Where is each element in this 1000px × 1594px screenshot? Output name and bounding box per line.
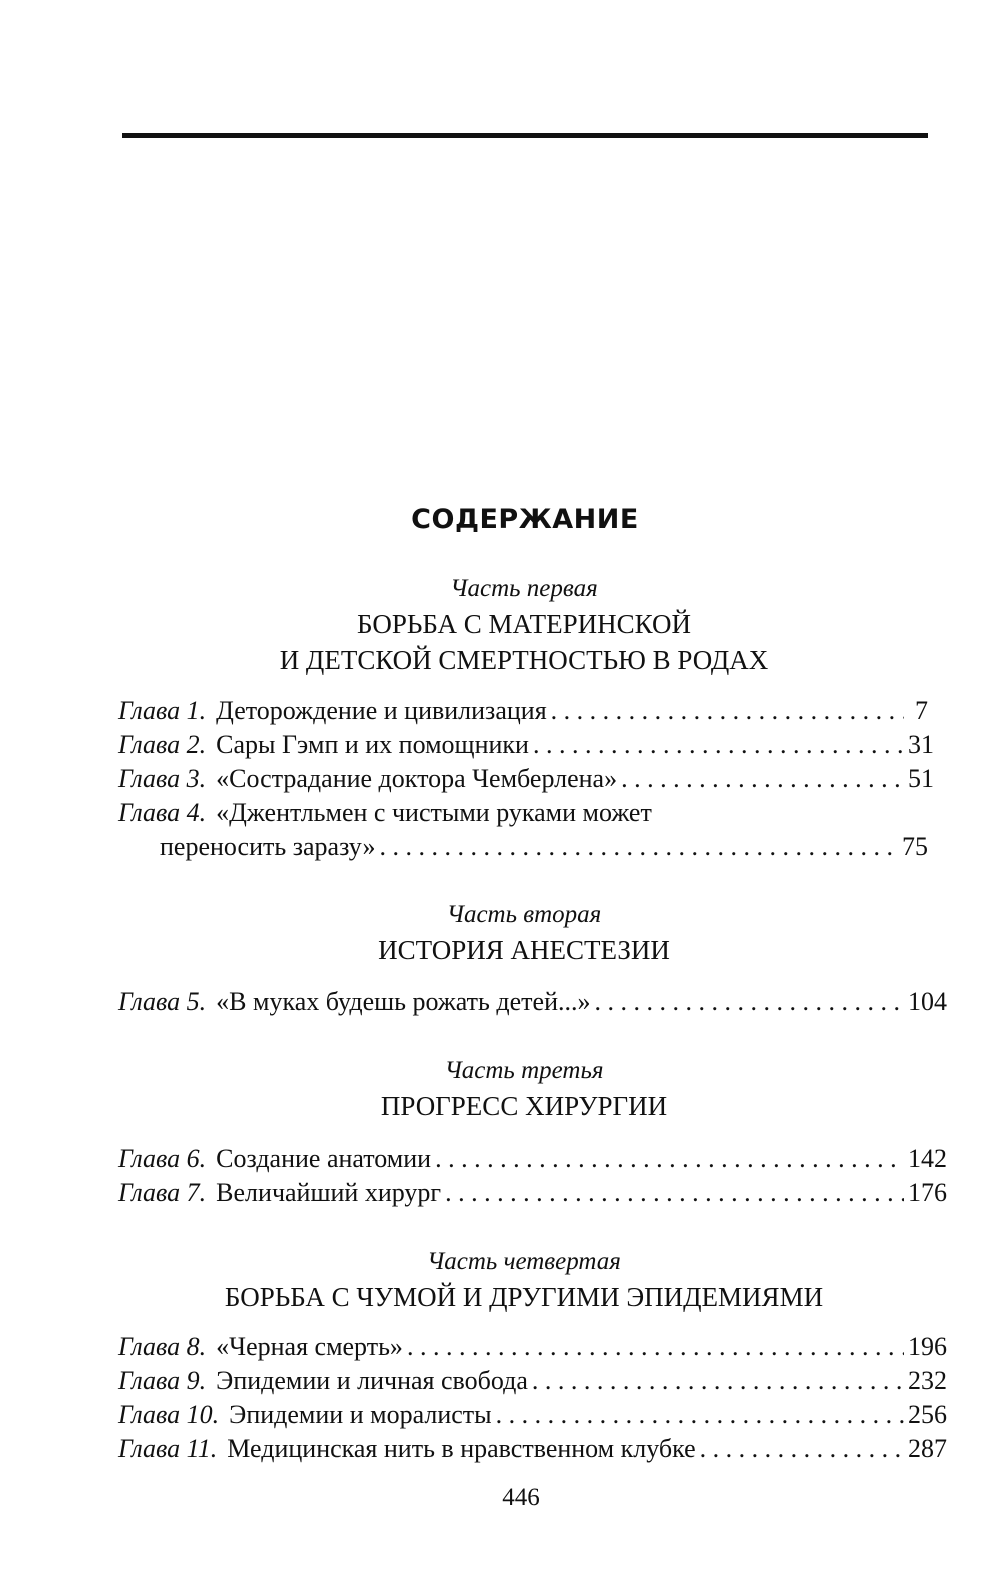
chapter-title: «Сострадание доктора Чемберлена»: [216, 764, 618, 793]
toc-entry[interactable]: [118, 762, 934, 796]
chapter-title: Сары Гэмп и их помощники: [216, 730, 529, 759]
chapter-number: Глава 1.: [118, 696, 207, 725]
chapter-number: Глава 3.: [118, 764, 207, 793]
chapter-title: Деторождение и цивилизация: [216, 696, 547, 725]
chapter-list-part-4: [118, 1330, 947, 1466]
dot-leader: [435, 1142, 904, 1176]
part-label: Часть четвертая: [427, 1248, 621, 1275]
chapter-title: Эпидемии и личная свобода: [216, 1366, 528, 1395]
chapter-title: Создание анатомии: [216, 1144, 432, 1173]
dot-leader: [594, 985, 904, 1019]
chapter-page: 196: [908, 1332, 947, 1361]
part-label: Часть вторая: [446, 901, 602, 928]
toc-entry[interactable]: [118, 985, 947, 1019]
chapter-page: 104: [908, 987, 947, 1016]
top-rule: [122, 133, 928, 138]
chapter-number: Глава 10.: [118, 1400, 220, 1429]
part-2-header: [120, 898, 928, 968]
toc-entry[interactable]: [118, 1176, 947, 1210]
part-title-line: БОРЬБА С ЧУМОЙ И ДРУГИМИ ЭПИДЕМИЯМИ: [224, 1282, 824, 1312]
part-label: Часть третья: [444, 1057, 604, 1084]
dot-leader: [445, 1176, 904, 1210]
chapter-page: 232: [908, 1366, 947, 1395]
chapter-number: Глава 6.: [118, 1144, 207, 1173]
dot-leader: [532, 1364, 904, 1398]
toc-entry[interactable]: [118, 728, 934, 762]
part-title: [120, 932, 928, 968]
chapter-page: 256: [908, 1400, 947, 1429]
chapter-title-continued: переносить заразу»: [160, 832, 376, 861]
page-title: СОДЕРЖАНИЕ: [411, 504, 639, 535]
toc-entry[interactable]: [118, 1432, 947, 1466]
part-title-line: БОРЬБА С МАТЕРИНСКОЙ: [357, 609, 691, 639]
chapter-page: 176: [908, 1178, 947, 1207]
chapter-number: Глава 8.: [118, 1332, 207, 1361]
chapter-number: Глава 11.: [118, 1434, 218, 1463]
part-title-line: ПРОГРЕСС ХИРУРГИИ: [380, 1091, 668, 1121]
chapter-page: 7: [915, 696, 928, 725]
toc-entry[interactable]: [118, 1142, 947, 1176]
part-title-line: ИСТОРИЯ АНЕСТЕЗИИ: [378, 935, 670, 965]
part-title-line: И ДЕТСКОЙ СМЕРТНОСТЬЮ В РОДАХ: [279, 645, 769, 675]
chapter-number: Глава 9.: [118, 1366, 207, 1395]
dot-leader: [621, 762, 904, 796]
toc-entry[interactable]: [118, 1364, 947, 1398]
chapter-title: «В муках будешь рожать детей...»: [216, 987, 591, 1016]
toc-entry[interactable]: [118, 694, 928, 728]
dot-leader: [551, 694, 904, 728]
page-number: 446: [502, 1484, 540, 1511]
toc-entry[interactable]: [118, 1330, 947, 1364]
chapter-page: 142: [908, 1144, 947, 1173]
chapter-number: Глава 4.: [118, 798, 207, 827]
chapter-title: Величайший хирург: [216, 1178, 442, 1207]
chapter-page: 75: [902, 832, 928, 861]
chapter-list-part-1: [118, 694, 934, 864]
chapter-number: Глава 5.: [118, 987, 207, 1016]
dot-leader: [379, 830, 898, 864]
chapter-page: 287: [908, 1434, 947, 1463]
chapter-list-part-2: [118, 985, 947, 1019]
chapter-number: Глава 2.: [118, 730, 207, 759]
part-title: [120, 1088, 928, 1124]
dot-leader: [533, 728, 904, 762]
part-1-header: [120, 572, 928, 678]
dot-leader: [700, 1432, 904, 1466]
part-label: Часть первая: [450, 575, 598, 602]
chapter-title: «Черная смерть»: [216, 1332, 403, 1361]
toc-entry[interactable]: [118, 796, 928, 864]
chapter-title: «Джентльмен с чистыми руками может: [216, 798, 652, 827]
chapter-page: 31: [908, 730, 934, 759]
part-title: [120, 606, 928, 678]
chapter-title: Эпидемии и моралисты: [229, 1400, 492, 1429]
dot-leader: [496, 1398, 904, 1432]
chapter-number: Глава 7.: [118, 1178, 207, 1207]
part-3-header: [120, 1054, 928, 1124]
chapter-page: 51: [908, 764, 934, 793]
dot-leader: [407, 1330, 904, 1364]
toc-entry[interactable]: [118, 1398, 947, 1432]
part-title: [120, 1279, 928, 1315]
chapter-list-part-3: [118, 1142, 947, 1210]
part-4-header: [120, 1245, 928, 1315]
chapter-title: Медицинская нить в нравственном клубке: [227, 1434, 696, 1463]
